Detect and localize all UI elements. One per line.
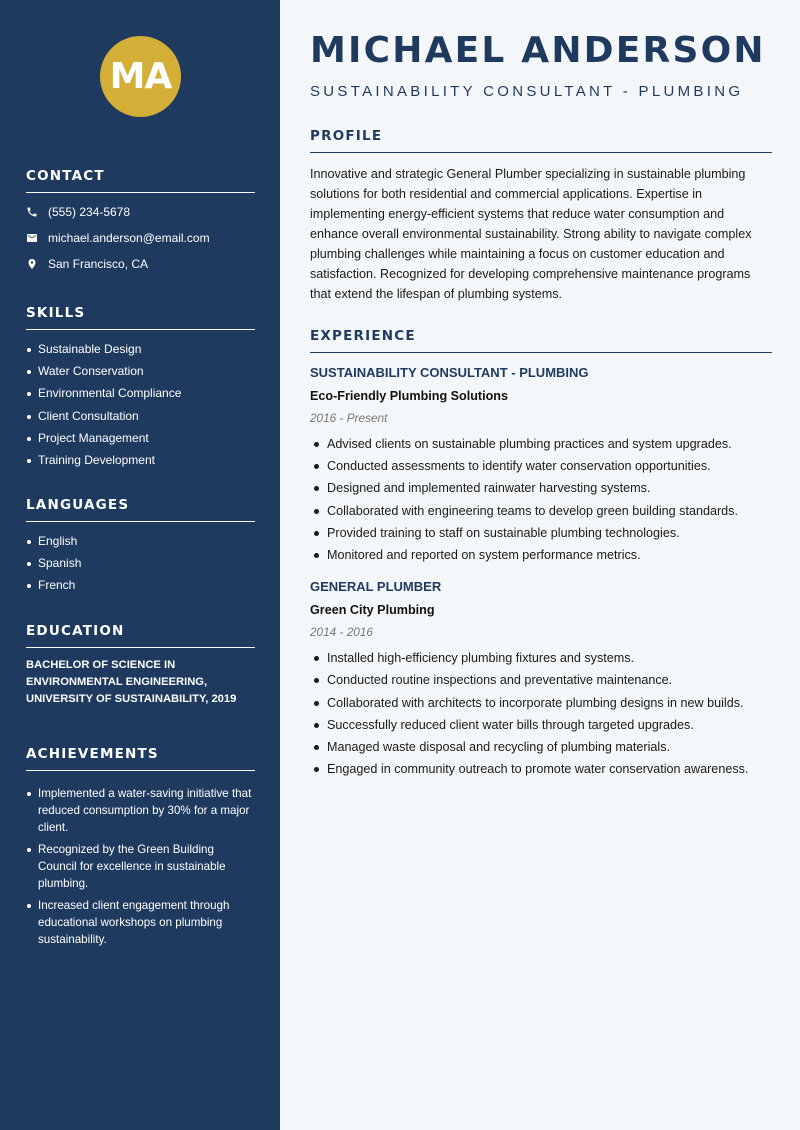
- job-bullet: Successfully reduced client water bills through targeted upgrades.: [310, 714, 772, 736]
- job-bullet: Collaborated with engineering teams to develop green building standards.: [310, 500, 772, 522]
- experience-title: EXPERIENCE: [310, 328, 772, 353]
- skill-item: Client Consultation: [26, 405, 255, 427]
- achievement-item: Increased client engagement through educational workshops on plumbing sustainability.: [26, 897, 255, 948]
- job-title: SUSTAINABILITY CONSULTANT - PLUMBING: [310, 365, 589, 380]
- email-icon: [26, 232, 48, 244]
- job-company: Eco-Friendly Plumbing Solutions: [310, 389, 509, 403]
- contact-title: CONTACT: [26, 168, 255, 193]
- contact-phone[interactable]: [26, 199, 255, 225]
- job-title: GENERAL PLUMBER: [310, 579, 442, 595]
- skill-item: Environmental Compliance: [26, 382, 255, 404]
- phone-text: (555) 234-5678: [48, 205, 131, 219]
- education-title: EDUCATION: [26, 623, 255, 648]
- skills-list: [26, 338, 255, 471]
- skill-item: Project Management: [26, 427, 255, 449]
- achievement-item: Implemented a water-saving initiative that reduced consumption by 30% for a major client.: [26, 785, 255, 836]
- skill-item: Sustainable Design: [26, 338, 255, 360]
- job-bullet: Advised clients on sustainable plumbing practices and system upgrades.: [310, 433, 772, 455]
- job-bullets: [310, 647, 772, 780]
- job-entry: [310, 579, 772, 780]
- phone-icon: [26, 206, 48, 218]
- job-bullets: [310, 433, 772, 566]
- job-bullet: Installed high-efficiency plumbing fixtures and systems.: [310, 647, 772, 669]
- candidate-role: SUSTAINABILITY CONSULTANT - PLUMBING: [310, 83, 744, 100]
- job-bullet: Designed and implemented rainwater harvesting systems.: [310, 477, 772, 499]
- achievements-title: ACHIEVEMENTS: [26, 746, 255, 771]
- job-bullet: Provided training to staff on sustainable plumbing technologies.: [310, 522, 772, 544]
- experience-section: [310, 328, 772, 780]
- language-item: French: [26, 574, 255, 596]
- job-bullet: Managed waste disposal and recycling of plumbing materials.: [310, 736, 772, 758]
- contact-email[interactable]: [26, 225, 255, 251]
- language-item: English: [26, 530, 255, 552]
- job-bullet: Collaborated with architects to incorporate plumbing designs in new builds.: [310, 692, 772, 714]
- job-dates: 2016 - Present: [310, 411, 388, 425]
- avatar: [100, 36, 181, 117]
- achievements-list: [26, 785, 255, 948]
- skill-item: Training Development: [26, 449, 255, 471]
- email-text: michael.anderson@email.com: [48, 231, 210, 245]
- skill-item: Water Conservation: [26, 360, 255, 382]
- location-text: San Francisco, CA: [48, 257, 149, 271]
- education-section: [26, 623, 255, 708]
- achievements-section: [26, 746, 255, 953]
- job-bullet: Engaged in community outreach to promote water conservation awareness.: [310, 758, 772, 780]
- skills-title: SKILLS: [26, 305, 255, 330]
- job-dates: 2014 - 2016: [310, 625, 373, 640]
- languages-section: [26, 497, 255, 597]
- profile-text: Innovative and strategic General Plumber specializing in sustainable plumbing solutions for both residential and commercial applications. Expertise in implementing energy-efficient systems that reduce water consumption and enhance overall environmental sustainability. Strong ability to navigate complex plumbing challenges while maintaining a focus on customer education and satisfaction. Recognized for developing comprehensive maintenance programs that extend the lifespan of plumbing systems.: [310, 167, 752, 301]
- profile-section: [310, 128, 772, 304]
- avatar-initials: MA: [109, 56, 172, 97]
- location-pin-icon: [26, 258, 48, 270]
- language-item: Spanish: [26, 552, 255, 574]
- candidate-name: MICHAEL ANDERSON: [310, 30, 766, 71]
- skills-section: [26, 305, 255, 471]
- languages-title: LANGUAGES: [26, 497, 255, 522]
- languages-list: [26, 530, 255, 597]
- contact-location: [26, 251, 255, 277]
- job-company: Green City Plumbing: [310, 603, 435, 618]
- profile-title: PROFILE: [310, 128, 772, 153]
- job-bullet: Conducted assessments to identify water conservation opportunities.: [310, 455, 772, 477]
- education-degree: BACHELOR OF SCIENCE IN ENVIRONMENTAL ENGINEERING, UNIVERSITY OF SUSTAINABILITY, 2019: [26, 659, 237, 705]
- job-entry: [310, 365, 772, 566]
- achievement-item: Recognized by the Green Building Council for excellence in sustainable plumbing.: [26, 841, 255, 892]
- sidebar: [0, 0, 280, 1130]
- job-bullet: Conducted routine inspections and preventative maintenance.: [310, 669, 772, 691]
- contact-section: [26, 168, 255, 277]
- job-bullet: Monitored and reported on system performance metrics.: [310, 544, 772, 566]
